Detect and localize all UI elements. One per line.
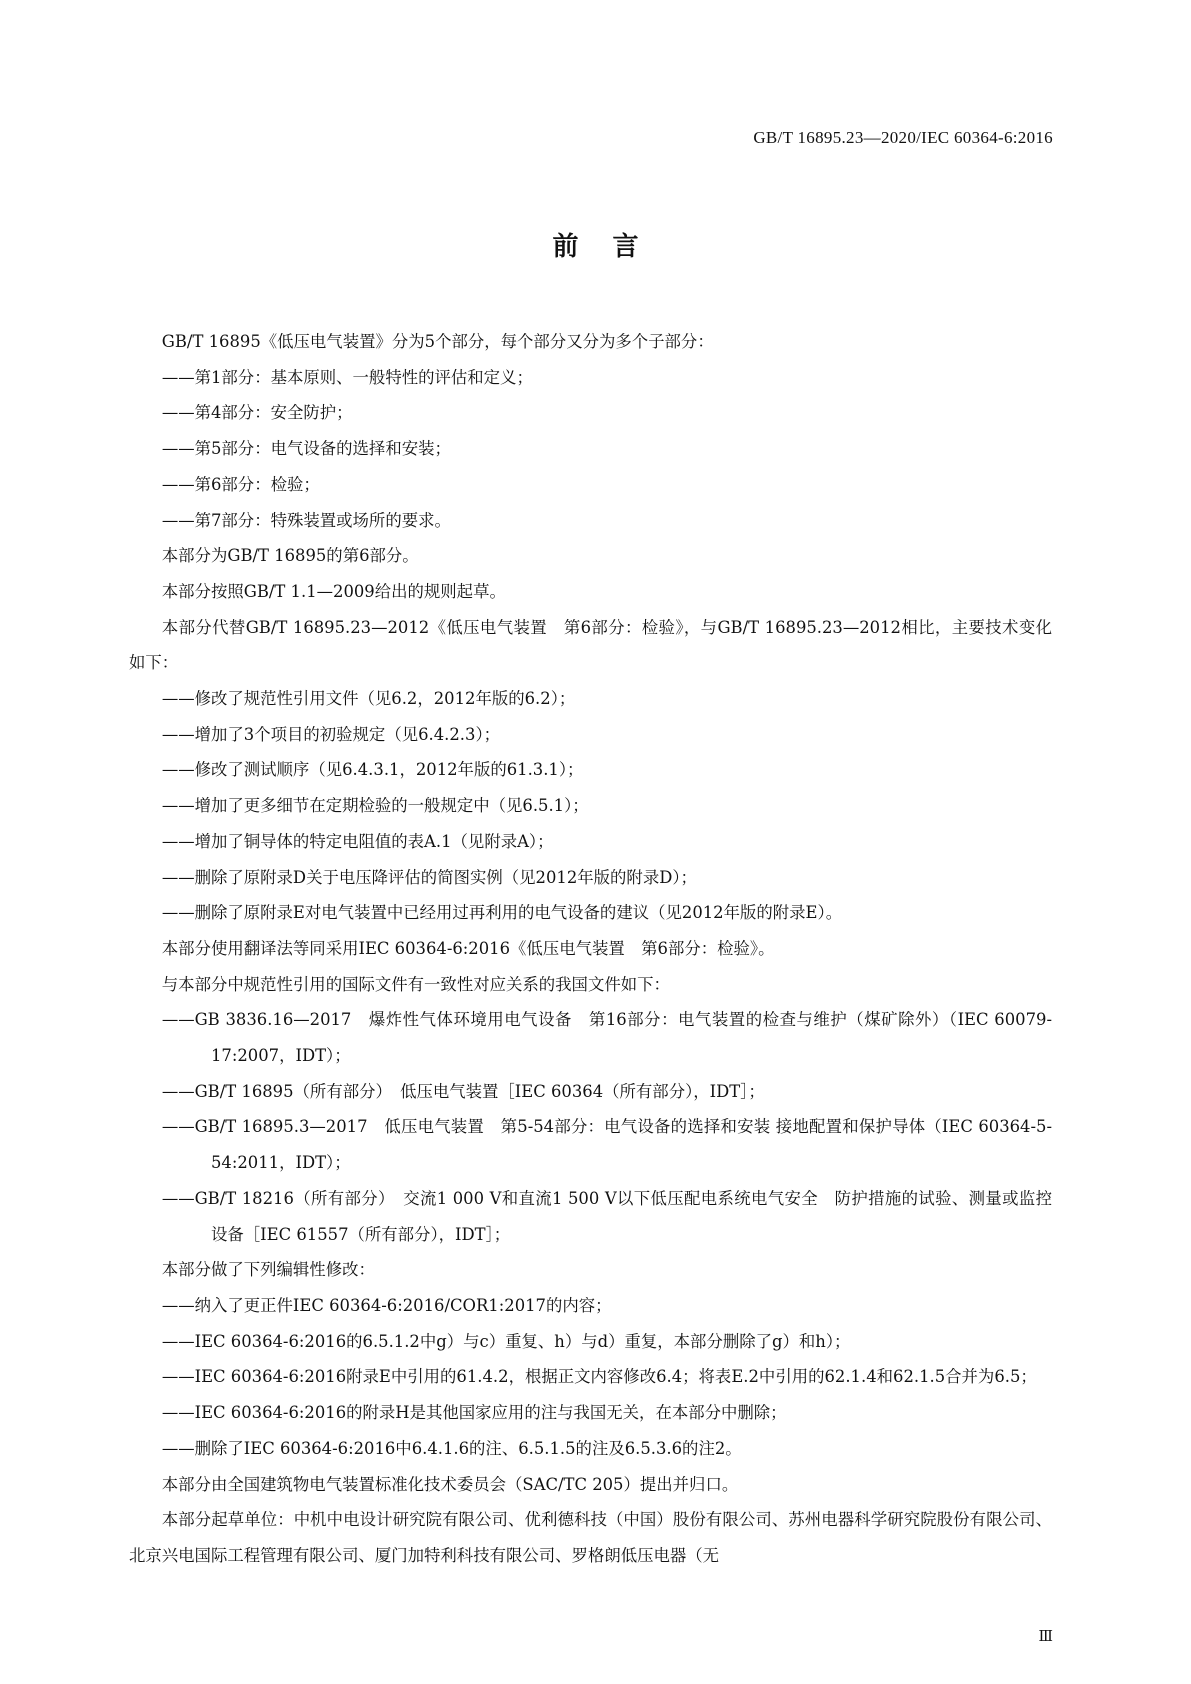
list-item: ——第7部分：特殊装置或场所的要求。: [161, 510, 451, 530]
list-item: ——GB/T 16895（所有部分） 低压电气装置［IEC 60364（所有部分），IDT］；: [161, 1081, 765, 1101]
list-item: ——GB/T 16895.3—2017 低压电气装置 第5-54部分：电气设备的选择和安装 接地配置和保护导体（IEC 60364-5-54:2011，IDT）；: [161, 1117, 1052, 1173]
page-number: Ⅲ: [1038, 1629, 1053, 1645]
list-item: ——增加了铜导体的特定电阻值的表A.1（见附录A）；: [161, 831, 554, 851]
paragraph: 本部分为GB/T 16895的第6部分。: [161, 546, 419, 566]
paragraph: 本部分起草单位：中机中电设计研究院有限公司、优利德科技（中国）股份有限公司、苏州电器科学研究院股份有限公司、北京兴电国际工程管理有限公司、厦门加特利科技有限公司、罗格朗低压电器（无: [129, 1510, 1052, 1565]
list-item: ——IEC 60364-6:2016附录E中引用的61.4.2，根据正文内容修改6.4；将表E.2中引用的62.1.4和62.1.5合并为6.5；: [161, 1367, 1037, 1387]
list-item: ——第6部分：检验；: [161, 474, 320, 494]
list-item: ——纳入了更正件IEC 60364-6:2016/COR1:2017的内容；: [161, 1295, 612, 1315]
list-item: ——第4部分：安全防护；: [161, 403, 353, 423]
list-item: ——删除了原附录E对电气装置中已经用过再利用的电气设备的建议（见2012年版的附录E）。: [161, 903, 843, 923]
paragraph: 本部分由全国建筑物电气装置标准化技术委员会（SAC/TC 205）提出并归口。: [161, 1474, 739, 1494]
list-item: ——GB/T 18216（所有部分） 交流1 000 V和直流1 500 V以下低压配电系统电气安全 防护措施的试验、测量或监控设备［IEC 61557（所有部分），IDT］；: [161, 1188, 1052, 1244]
paragraph: GB/T 16895《低压电气装置》分为5个部分，每个部分又分为多个子部分：: [161, 332, 714, 351]
list-item: ——删除了原附录D关于电压降评估的简图实例（见2012年版的附录D）；: [161, 867, 697, 887]
list-item: ——修改了规范性引用文件（见6.2，2012年版的6.2）；: [161, 689, 576, 709]
list-item: ——IEC 60364-6:2016的附录H是其他国家应用的注与我国无关，在本部分中删除；: [161, 1403, 787, 1423]
list-item: ——GB 3836.16—2017 爆炸性气体环境用电气设备 第16部分：电气装置的检查与维护（煤矿除外）（IEC 60079-17:2007，IDT）；: [161, 1010, 1052, 1066]
list-item: ——增加了更多细节在定期检验的一般规定中（见6.5.1）；: [161, 796, 589, 816]
list-item: ——第5部分：电气设备的选择和安装；: [161, 439, 451, 459]
paragraph: 本部分代替GB/T 16895.23—2012《低压电气装置 第6部分：检验》，与GB/T 16895.23—2012相比，主要技术变化如下：: [129, 617, 1052, 673]
list-item: ——第1部分：基本原则、一般特性的评估和定义；: [161, 367, 533, 387]
standard-code: GB/T 16895.23—2020/IEC 60364-6:2016: [753, 128, 1053, 147]
list-item: ——增加了3个项目的初验规定（见6.4.2.3）；: [161, 724, 501, 744]
paragraph: 本部分做了下列编辑性修改：: [161, 1260, 375, 1280]
page-title: 前言: [552, 232, 673, 262]
paragraph: 与本部分中规范性引用的国际文件有一致性对应关系的我国文件如下：: [161, 974, 670, 994]
paragraph: 本部分按照GB/T 1.1—2009给出的规则起草。: [161, 581, 506, 601]
list-item: ——删除了IEC 60364-6:2016中6.4.1.6的注、6.5.1.5的注及6.5.3.6的注2。: [161, 1438, 742, 1458]
list-item: ——IEC 60364-6:2016的6.5.1.2中g）与c）重复、h）与d）重复，本部分删除了g）和h）；: [161, 1331, 851, 1351]
paragraph: 本部分使用翻译法等同采用IEC 60364-6:2016《低压电气装置 第6部分：检验》。: [161, 938, 775, 958]
document-body: [129, 324, 1052, 1574]
list-item: ——修改了测试顺序（见6.4.3.1，2012年版的61.3.1）；: [161, 760, 584, 780]
